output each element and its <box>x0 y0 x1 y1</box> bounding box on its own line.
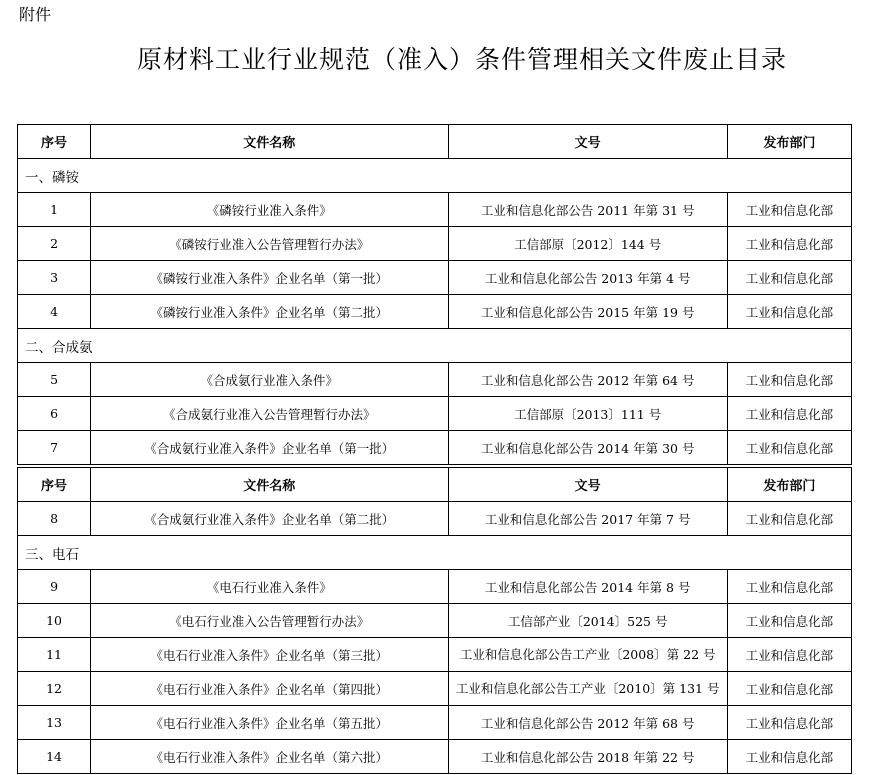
row-index: 8 <box>18 502 91 536</box>
col-header-index: 序号 <box>18 468 91 502</box>
table-row <box>18 638 852 672</box>
abolished-documents-table-part1 <box>17 124 852 465</box>
table-header-row <box>18 468 852 502</box>
document-number: 工业和信息化部公告 2017 年第 7 号 <box>448 502 727 536</box>
document-number: 工信部原〔2013〕111 号 <box>448 397 727 431</box>
document-name: 《电石行业准入条件》企业名单（第六批） <box>91 740 448 774</box>
section-title: 三、电石 <box>18 536 852 570</box>
row-index: 10 <box>18 604 91 638</box>
document-name: 《电石行业准入条件》 <box>91 570 448 604</box>
document-name: 《磷铵行业准入条件》 <box>91 193 448 227</box>
col-header-department: 发布部门 <box>727 125 851 159</box>
document-number: 工业和信息化部公告 2014 年第 30 号 <box>448 431 727 465</box>
table-row <box>18 672 852 706</box>
row-index: 6 <box>18 397 91 431</box>
document-number: 工业和信息化部公告 2012 年第 68 号 <box>448 706 727 740</box>
table-row <box>18 227 852 261</box>
row-index: 5 <box>18 363 91 397</box>
table-row <box>18 261 852 295</box>
document-number: 工业和信息化部公告 2011 年第 31 号 <box>448 193 727 227</box>
table-row <box>18 431 852 465</box>
issuing-department: 工业和信息化部 <box>727 570 851 604</box>
table-row <box>18 706 852 740</box>
section-row <box>18 329 852 363</box>
document-title: 原材料工业行业规范（准入）条件管理相关文件废止目录 <box>136 45 787 74</box>
document-number: 工业和信息化部公告 2015 年第 19 号 <box>448 295 727 329</box>
document-name: 《电石行业准入公告管理暂行办法》 <box>91 604 448 638</box>
section-title: 二、合成氨 <box>18 329 852 363</box>
issuing-department: 工业和信息化部 <box>727 706 851 740</box>
issuing-department: 工业和信息化部 <box>727 431 851 465</box>
document-name: 《电石行业准入条件》企业名单（第三批） <box>91 638 448 672</box>
row-index: 7 <box>18 431 91 465</box>
document-name: 《合成氨行业准入公告管理暂行办法》 <box>91 397 448 431</box>
table-row <box>18 740 852 774</box>
table-row <box>18 570 852 604</box>
issuing-department: 工业和信息化部 <box>727 227 851 261</box>
document-name: 《合成氨行业准入条件》企业名单（第二批） <box>91 502 448 536</box>
issuing-department: 工业和信息化部 <box>727 193 851 227</box>
table-row <box>18 502 852 536</box>
table-row <box>18 193 852 227</box>
abolished-documents-table-part2 <box>17 467 852 774</box>
row-index: 13 <box>18 706 91 740</box>
issuing-department: 工业和信息化部 <box>727 397 851 431</box>
issuing-department: 工业和信息化部 <box>727 295 851 329</box>
issuing-department: 工业和信息化部 <box>727 502 851 536</box>
document-number: 工业和信息化部公告 2013 年第 4 号 <box>448 261 727 295</box>
document-name: 《电石行业准入条件》企业名单（第五批） <box>91 706 448 740</box>
col-header-name: 文件名称 <box>91 468 448 502</box>
row-index: 4 <box>18 295 91 329</box>
row-index: 12 <box>18 672 91 706</box>
document-number: 工业和信息化部公告 2012 年第 64 号 <box>448 363 727 397</box>
row-index: 11 <box>18 638 91 672</box>
issuing-department: 工业和信息化部 <box>727 604 851 638</box>
document-name: 《电石行业准入条件》企业名单（第四批） <box>91 672 448 706</box>
document-number: 工信部产业〔2014〕525 号 <box>448 604 727 638</box>
document-name: 《合成氨行业准入条件》企业名单（第一批） <box>91 431 448 465</box>
col-header-index: 序号 <box>18 125 91 159</box>
row-index: 1 <box>18 193 91 227</box>
table-row <box>18 397 852 431</box>
issuing-department: 工业和信息化部 <box>727 740 851 774</box>
document-name: 《磷铵行业准入公告管理暂行办法》 <box>91 227 448 261</box>
col-header-number: 文号 <box>448 468 727 502</box>
document-name: 《磷铵行业准入条件》企业名单（第二批） <box>91 295 448 329</box>
issuing-department: 工业和信息化部 <box>727 638 851 672</box>
document-number: 工业和信息化部公告工产业〔2008〕第 22 号 <box>448 638 727 672</box>
section-title: 一、磷铵 <box>18 159 852 193</box>
issuing-department: 工业和信息化部 <box>727 672 851 706</box>
document-name: 《磷铵行业准入条件》企业名单（第一批） <box>91 261 448 295</box>
col-header-number: 文号 <box>448 125 727 159</box>
row-index: 9 <box>18 570 91 604</box>
table-header-row <box>18 125 852 159</box>
col-header-name: 文件名称 <box>91 125 448 159</box>
issuing-department: 工业和信息化部 <box>727 261 851 295</box>
table-row <box>18 604 852 638</box>
attachment-label: 附件 <box>19 5 52 24</box>
table-row <box>18 363 852 397</box>
row-index: 2 <box>18 227 91 261</box>
document-name: 《合成氨行业准入条件》 <box>91 363 448 397</box>
document-number: 工业和信息化部公告 2018 年第 22 号 <box>448 740 727 774</box>
row-index: 3 <box>18 261 91 295</box>
col-header-department: 发布部门 <box>727 468 851 502</box>
section-row <box>18 536 852 570</box>
section-row <box>18 159 852 193</box>
document-number: 工信部原〔2012〕144 号 <box>448 227 727 261</box>
issuing-department: 工业和信息化部 <box>727 363 851 397</box>
row-index: 14 <box>18 740 91 774</box>
document-number: 工业和信息化部公告 2014 年第 8 号 <box>448 570 727 604</box>
document-number: 工业和信息化部公告工产业〔2010〕第 131 号 <box>448 672 727 706</box>
table-row <box>18 295 852 329</box>
